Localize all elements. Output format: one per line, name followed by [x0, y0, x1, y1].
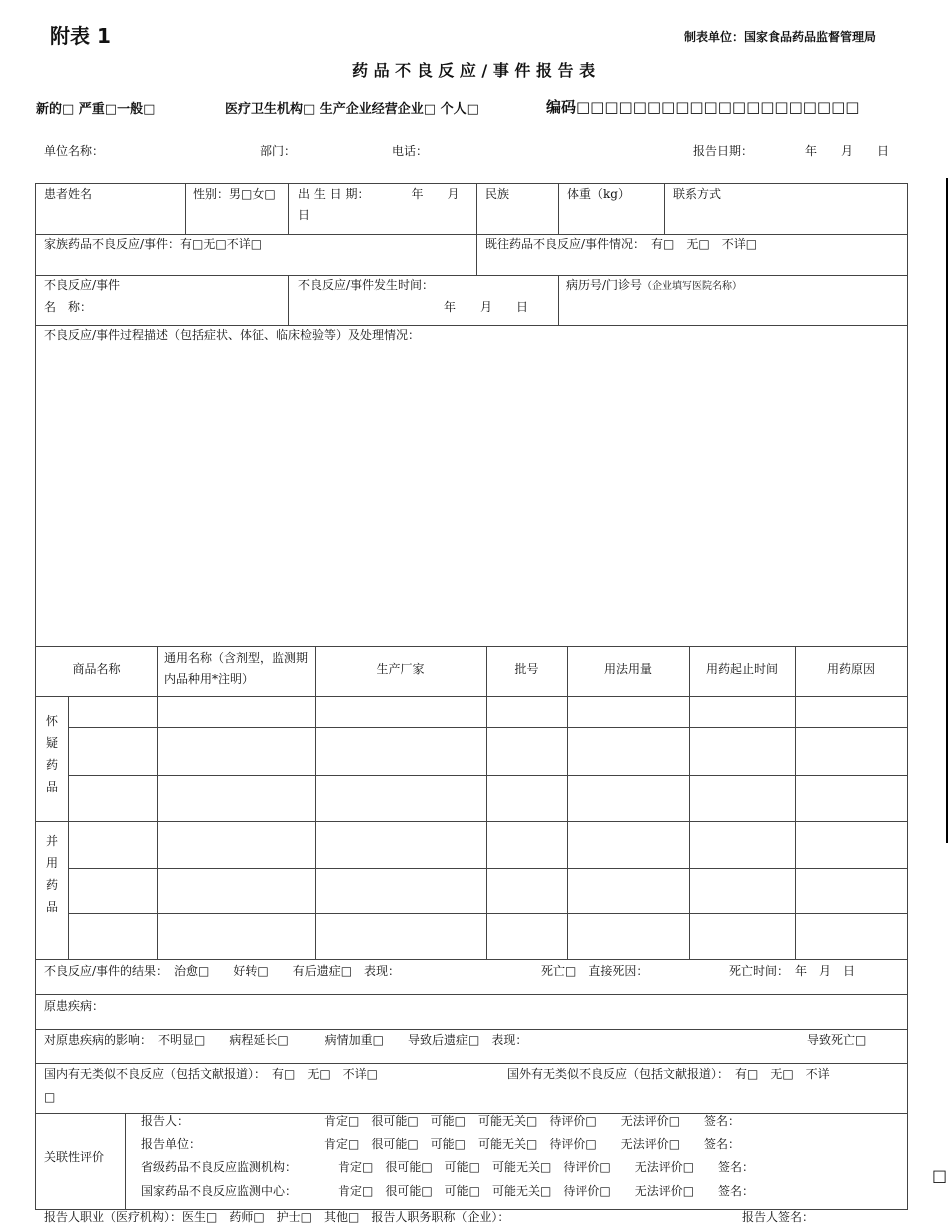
- causality-provincial-label: 省级药品不良反应监测机构：: [141, 1160, 298, 1174]
- similar-foreign-unknown-box[interactable]: □: [44, 1090, 56, 1104]
- reporter-type-options[interactable]: 医疗卫生机构□ 生产企业经营企业□ 个人□: [225, 102, 479, 117]
- record-number-note: （企业填写医院名称）: [642, 281, 743, 292]
- header-generic-name: 通用名称（含剂型，监测期内品种用*注明）: [164, 651, 309, 686]
- adr-time-units: 年 月 日: [444, 300, 529, 314]
- causality-unit-label: 报告单位：: [141, 1137, 202, 1151]
- header-manufacturer: 生产厂家: [376, 662, 425, 676]
- header-brand-name: 商品名称: [72, 662, 121, 676]
- margin-checkbox[interactable]: □: [932, 1166, 948, 1185]
- report-form: [35, 183, 908, 1210]
- original-disease-label: 原患疾病：: [44, 999, 105, 1013]
- death-time-label: 死亡时间： 年 月 日: [729, 964, 856, 978]
- phone-label: 电话：: [392, 144, 429, 158]
- record-number-label: [566, 275, 742, 297]
- adr-time-label: 不良反应/事件发生时间：: [298, 278, 435, 292]
- department-label: 部门：: [260, 144, 297, 158]
- causality-national-options[interactable]: 肯定□ 很可能□ 可能□ 可能无关□ 待评价□ 无法评价□ 签名：: [338, 1184, 755, 1198]
- causality-label: 关联性评价: [44, 1150, 105, 1164]
- description-label: 不良反应/事件过程描述（包括症状、体征、临床检验等）及处理情况：: [44, 328, 421, 342]
- history-adr-options[interactable]: 既往药品不良反应/事件情况： 有□ 无□ 不详□: [485, 237, 758, 251]
- header-dosage: 用法用量: [603, 662, 652, 676]
- report-date-units: 年 月 日: [805, 144, 890, 158]
- report-type-options[interactable]: 新的□ 严重□一般□: [36, 102, 156, 117]
- reporter-signature-label: 报告人签名：: [742, 1210, 815, 1224]
- appendix-label: 附表 1: [50, 24, 111, 48]
- reporter-occupation-options[interactable]: 报告人职业（医疗机构）：医生□ 药师□ 护士□ 其他□ 报告人职务职称（企业）：: [44, 1210, 510, 1224]
- header-reason: 用药原因: [826, 662, 875, 676]
- similar-foreign-options[interactable]: 国外有无类似不良反应（包括文献报道）： 有□ 无□ 不详: [507, 1067, 830, 1081]
- similar-domestic-options[interactable]: 国内有无类似不良反应（包括文献报道）： 有□ 无□ 不详□: [44, 1067, 379, 1081]
- record-number-text: 病历号/门诊号: [566, 278, 643, 292]
- gender-options[interactable]: 性别：男□女□: [193, 187, 276, 201]
- impact-death-option[interactable]: 导致死亡□: [807, 1033, 867, 1047]
- weight-label: 体重（kg）: [567, 187, 630, 201]
- causality-reporter-label: 报告人：: [141, 1114, 190, 1128]
- disease-impact-options[interactable]: 对原患疾病的影响： 不明显□ 病程延长□ 病情加重□ 导致后遗症□ 表现：: [44, 1033, 528, 1047]
- header-duration: 用药起止时间: [705, 662, 778, 676]
- issuer-label: 制表单位：国家食品药品监督管理局: [684, 30, 877, 44]
- concomitant-drug-label: 并用药品: [45, 834, 58, 914]
- causality-reporter-options[interactable]: 肯定□ 很可能□ 可能□ 可能无关□ 待评价□ 无法评价□ 签名：: [324, 1114, 741, 1128]
- form-title: 药 品 不 良 反 应 / 事 件 报 告 表: [352, 61, 596, 80]
- unit-name-label: 单位名称：: [44, 144, 105, 158]
- patient-name-label: 患者姓名: [44, 187, 93, 201]
- adr-name-label: 不良反应/事件: [44, 278, 121, 292]
- causality-provincial-options[interactable]: 肯定□ 很可能□ 可能□ 可能无关□ 待评价□ 无法评价□ 签名：: [338, 1160, 755, 1174]
- contact-label: 联系方式: [673, 187, 722, 201]
- margin-line: [946, 178, 948, 843]
- adr-name-label-2: 名 称：: [44, 300, 93, 314]
- death-options[interactable]: 死亡□ 直接死因：: [541, 964, 649, 978]
- birth-date-label: 出 生 日 期： 年 月 日: [298, 187, 472, 222]
- ethnicity-label: 民族: [485, 187, 510, 201]
- header-batch-number: 批号: [514, 662, 539, 676]
- code-boxes[interactable]: 编码□□□□□□□□□□□□□□□□□□□□: [546, 98, 860, 116]
- outcome-options[interactable]: 不良反应/事件的结果： 治愈□ 好转□ 有后遗症□ 表现：: [44, 964, 401, 978]
- family-adr-options[interactable]: 家族药品不良反应/事件：有□无□不详□: [44, 237, 263, 251]
- causality-national-label: 国家药品不良反应监测中心：: [141, 1184, 298, 1198]
- causality-unit-options[interactable]: 肯定□ 很可能□ 可能□ 可能无关□ 待评价□ 无法评价□ 签名：: [324, 1137, 741, 1151]
- suspect-drug-label: 怀疑药品: [45, 714, 58, 794]
- report-date-label: 报告日期：: [693, 144, 754, 158]
